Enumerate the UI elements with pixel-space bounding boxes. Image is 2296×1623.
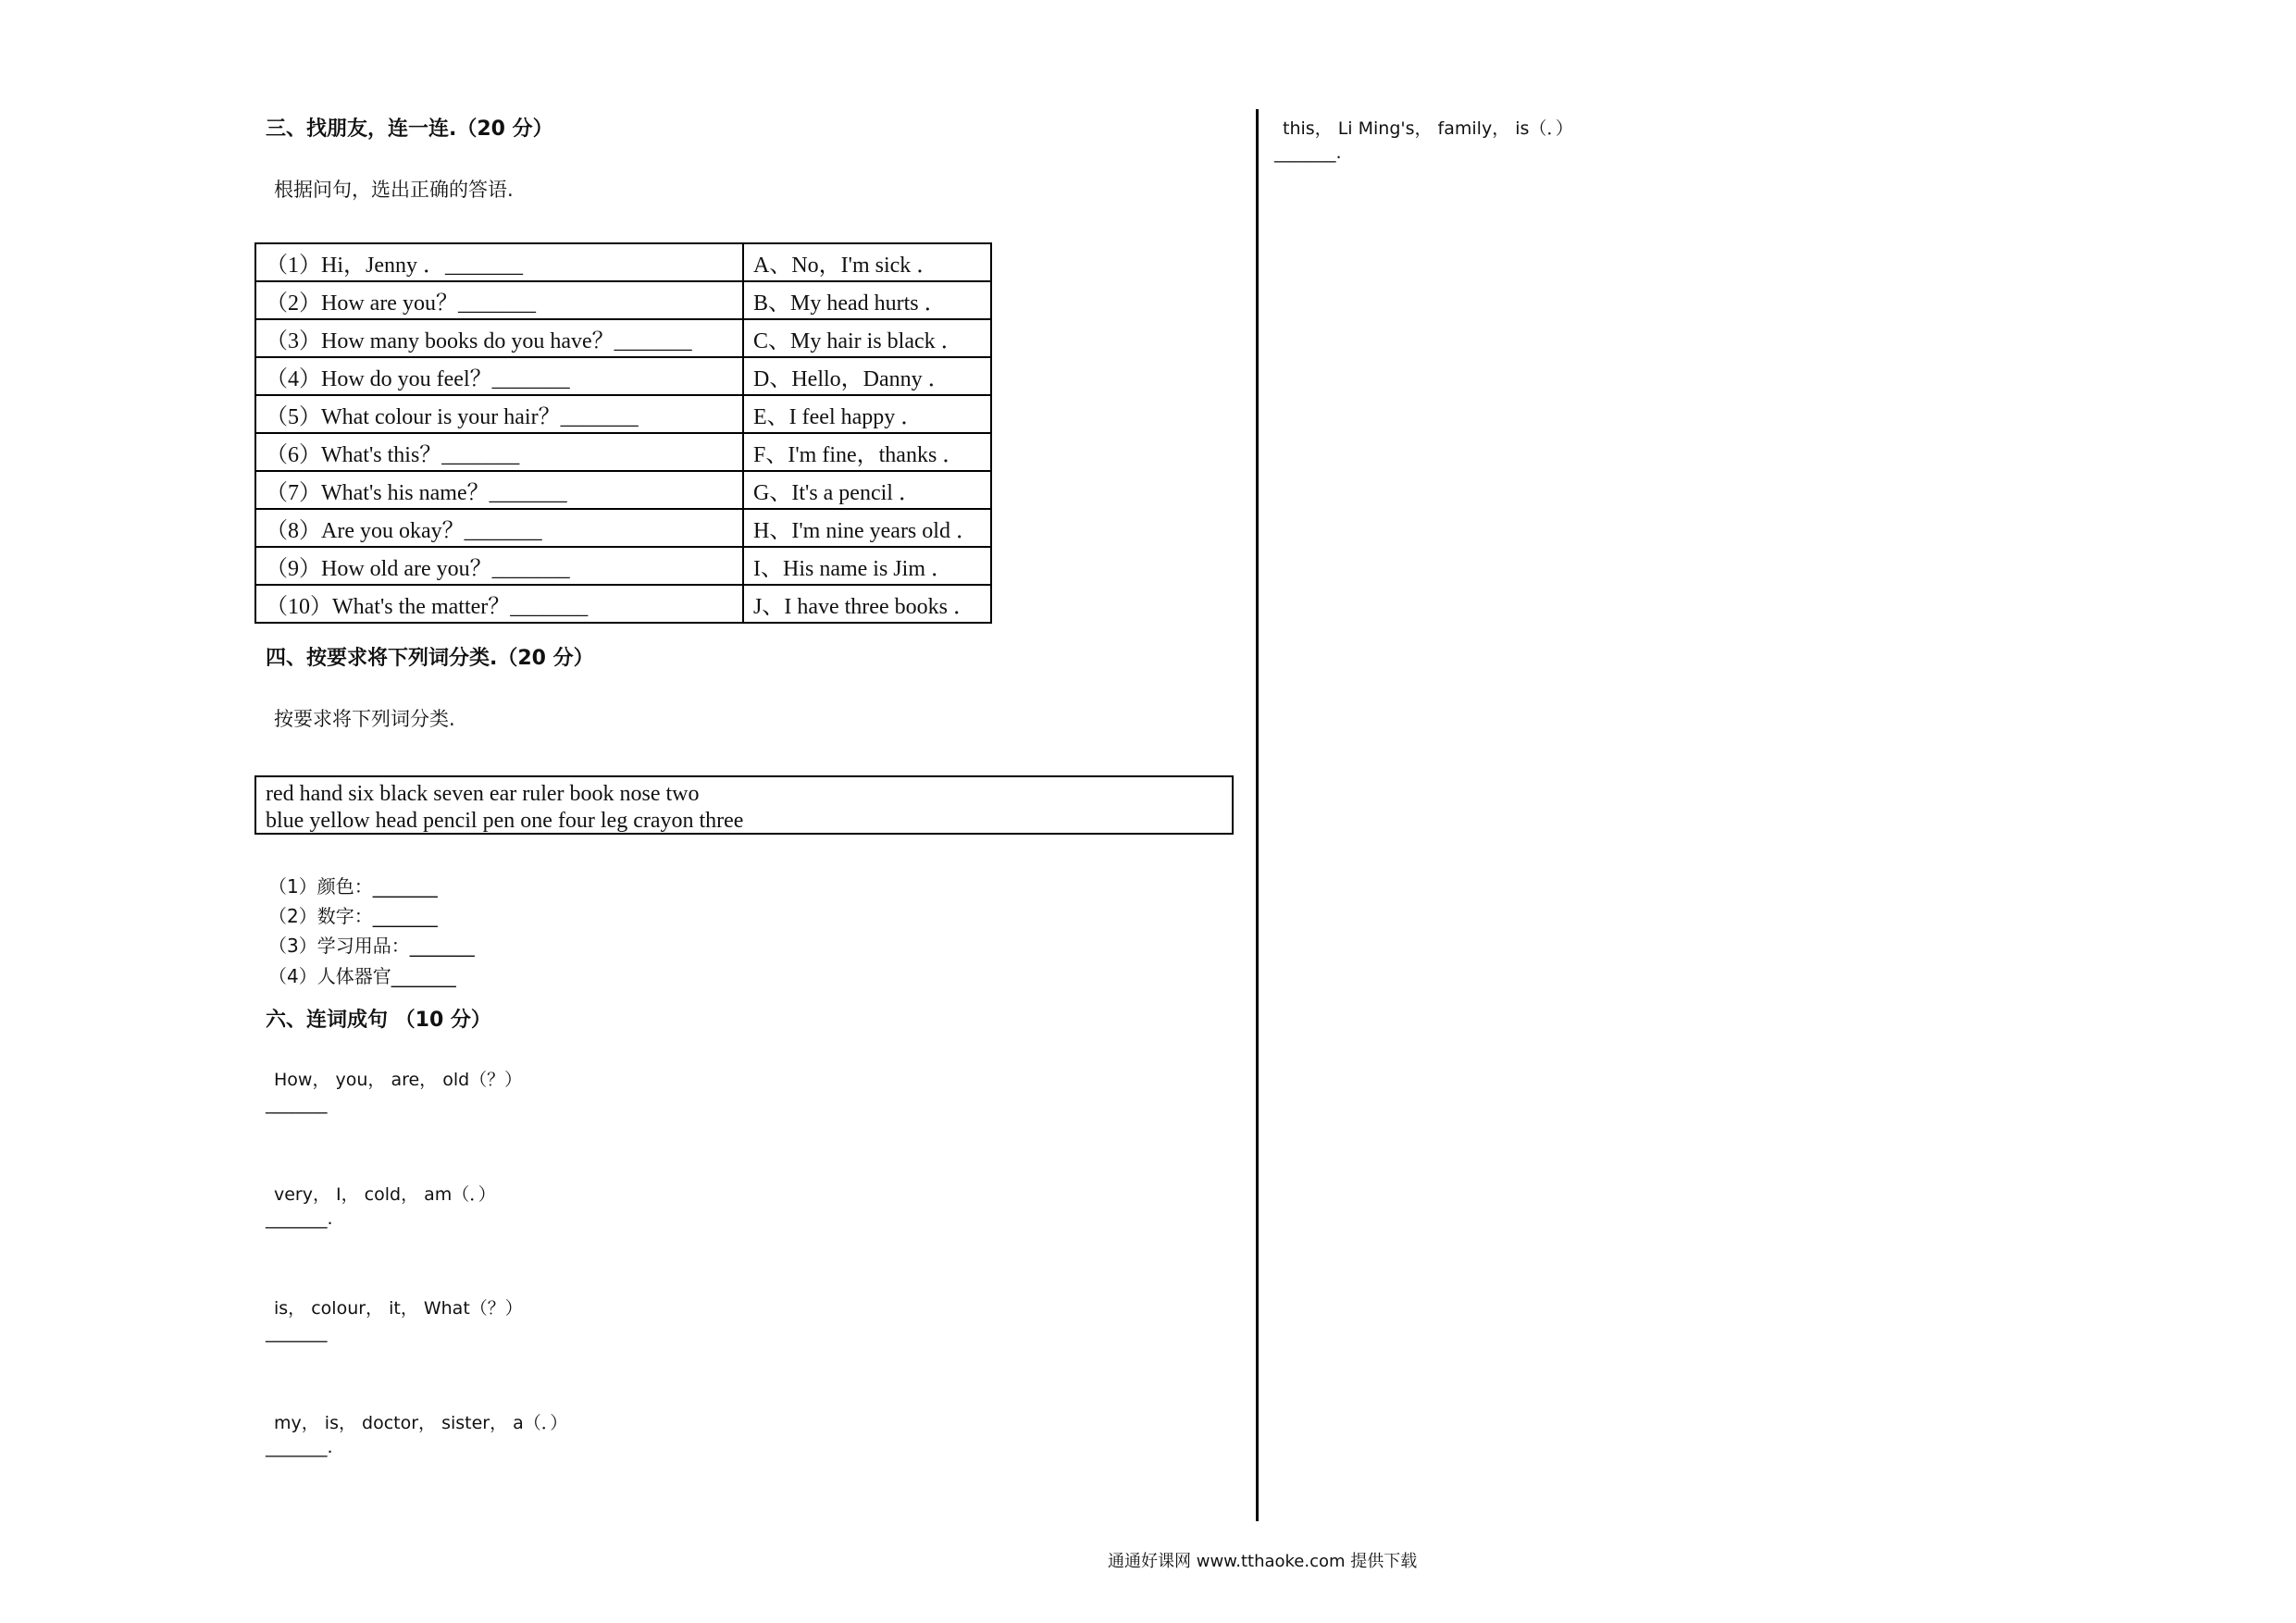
question-cell: （1）Hi，Jenny ．_______ [255, 243, 743, 281]
table-row [255, 471, 991, 509]
answer-cell: D、Hello，Danny ． [743, 357, 991, 395]
question-cell: （7）What's his name？_______ [255, 471, 743, 509]
table-row [255, 433, 991, 471]
section4-instruction: 按要求将下列词分类. [274, 708, 455, 730]
question-cell: （5）What colour is your hair？_______ [255, 395, 743, 433]
answer-line: _______ [266, 1094, 328, 1114]
section6-heading: 六、连词成句 （10 分） [266, 1009, 491, 1032]
answer-line: _______. [266, 1208, 333, 1229]
question-cell: （2）How are you？_______ [255, 281, 743, 319]
scrambled-words: very， I， cold， am（．） [274, 1184, 496, 1205]
category-school-supplies: （3）学习用品：_______ [268, 935, 475, 957]
answer-cell: G、It's a pencil ． [743, 471, 991, 509]
table-row [255, 243, 991, 281]
answer-cell: J、I have three books ． [743, 585, 991, 623]
table-row [255, 585, 991, 623]
table-row [255, 319, 991, 357]
section4-heading: 四、按要求将下列词分类.（20 分） [266, 647, 594, 670]
answer-cell: B、My head hurts ． [743, 281, 991, 319]
category-colors: （1）颜色：_______ [268, 875, 438, 898]
table-row [255, 357, 991, 395]
answer-cell: C、My hair is black ． [743, 319, 991, 357]
answer-cell: F、I'm fine，thanks ． [743, 433, 991, 471]
answer-cell: E、I feel happy ． [743, 395, 991, 433]
section3-heading: 三、找朋友，连一连.（20 分） [266, 118, 553, 141]
scrambled-words: this， Li Ming's， family， is（．） [1283, 118, 1573, 139]
scrambled-words: How， you， are， old（？） [274, 1070, 523, 1090]
section3-instruction: 根据问句，选出正确的答语. [274, 179, 514, 201]
question-cell: （9）How old are you？_______ [255, 547, 743, 585]
answer-line: _______. [266, 1437, 333, 1457]
question-cell: （6）What's this？_______ [255, 433, 743, 471]
question-cell: （10）What's the matter？_______ [255, 585, 743, 623]
question-cell: （8）Are you okay？_______ [255, 509, 743, 547]
answer-line: _______ [266, 1322, 328, 1343]
table-row [255, 395, 991, 433]
footer-watermark: 通通好课网 www.tthaoke.com 提供下载 [1108, 1552, 1418, 1571]
table-row [255, 509, 991, 547]
word-bank-box [254, 775, 1234, 835]
question-cell: （4）How do you feel？_______ [255, 357, 743, 395]
answer-cell: I、His name is Jim ． [743, 547, 991, 585]
word-bank-line: blue yellow head pencil pen one four leg crayon three [266, 809, 744, 833]
answer-cell: A、No，I'm sick ． [743, 243, 991, 281]
scrambled-words: is， colour， it， What（？） [274, 1298, 523, 1319]
category-body-parts: （4）人体器官_______ [268, 965, 456, 987]
column-divider [1256, 109, 1259, 1521]
question-cell: （3）How many books do you have？_______ [255, 319, 743, 357]
answer-cell: H、I'm nine years old ． [743, 509, 991, 547]
table-row [255, 547, 991, 585]
scrambled-words: my， is， doctor， sister， a（．） [274, 1413, 568, 1433]
matching-table [254, 242, 992, 624]
answer-line: _______. [1274, 142, 1342, 163]
word-bank-line: red hand six black seven ear ruler book nose two [266, 782, 700, 806]
category-numbers: （2）数字：_______ [268, 905, 438, 927]
table-row [255, 281, 991, 319]
